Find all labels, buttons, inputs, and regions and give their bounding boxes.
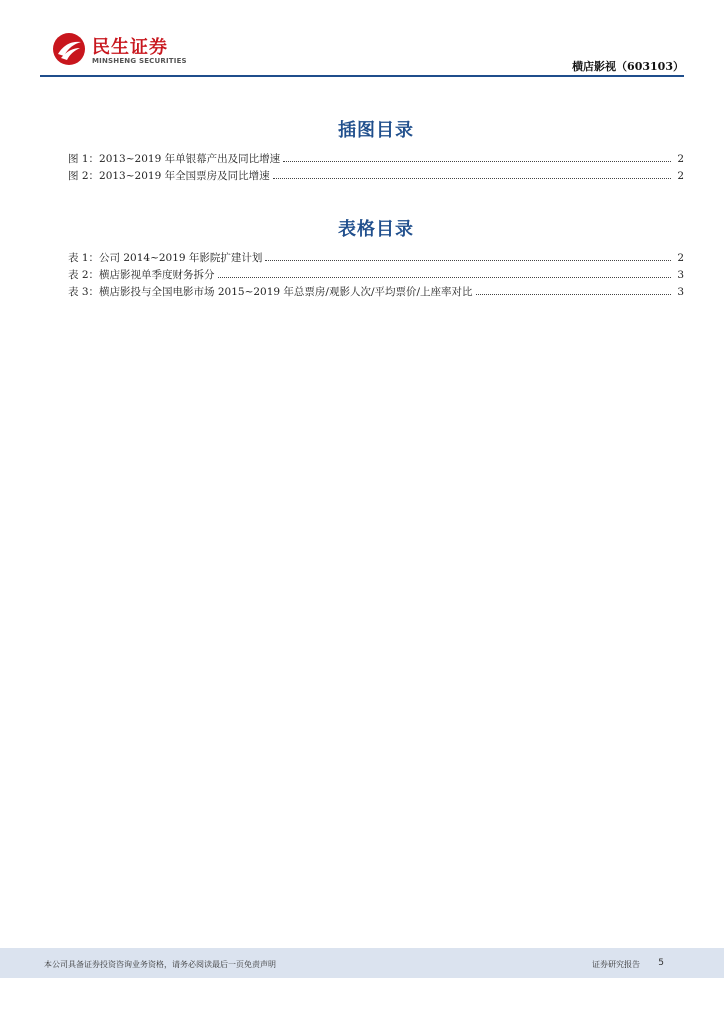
page-header — [40, 30, 684, 78]
toc-page-number: 2 — [677, 153, 684, 165]
toc-entry-text: 表 1：公司 2014~2019 年影院扩建计划 — [68, 252, 263, 264]
toc-entry-figure-2[interactable] — [68, 167, 684, 184]
toc-entry-table-3[interactable] — [68, 283, 684, 300]
minsheng-logo-icon — [52, 32, 86, 66]
toc-page-number: 3 — [677, 286, 684, 298]
header-divider — [40, 75, 684, 77]
toc-dot-leader — [218, 266, 671, 278]
tables-toc-title: 表格目录 — [338, 219, 414, 240]
footer-report-type: 证券研究报告 — [592, 960, 640, 969]
toc-entry-figure-1[interactable] — [68, 150, 684, 167]
toc-page-number: 3 — [677, 269, 684, 281]
toc-page-number: 2 — [677, 170, 684, 182]
logo-chinese-name: 民生证券 — [92, 37, 168, 58]
footer-disclaimer: 本公司具备证券投资咨询业务资格，请务必阅读最后一页免责声明 — [44, 960, 276, 969]
toc-dot-leader — [265, 249, 671, 261]
minsheng-logo — [52, 32, 222, 68]
figures-toc — [68, 116, 684, 184]
company-ticker-tag: 横店影视（603103） — [572, 60, 684, 73]
toc-entry-text: 图 2：2013~2019 年全国票房及同比增速 — [68, 170, 270, 182]
toc-entry-text: 图 1：2013~2019 年单银幕产出及同比增速 — [68, 153, 281, 165]
toc-dot-leader — [283, 150, 671, 162]
toc-dot-leader — [273, 167, 671, 179]
toc-entry-table-2[interactable] — [68, 266, 684, 283]
toc-entry-text: 表 2：横店影视单季度财务拆分 — [68, 269, 215, 281]
toc-entry-text: 表 3：横店影投与全国电影市场 2015~2019 年总票房/观影人次/平均票价/上座率对比 — [68, 286, 473, 298]
toc-dot-leader — [476, 283, 671, 295]
page-footer — [0, 948, 724, 978]
logo-english-name: MINSHENG SECURITIES — [92, 57, 187, 65]
figures-toc-title: 插图目录 — [338, 120, 414, 141]
footer-page-number: 5 — [658, 958, 664, 968]
toc-entry-table-1[interactable] — [68, 249, 684, 266]
toc-page-number: 2 — [677, 252, 684, 264]
tables-toc — [68, 215, 684, 300]
